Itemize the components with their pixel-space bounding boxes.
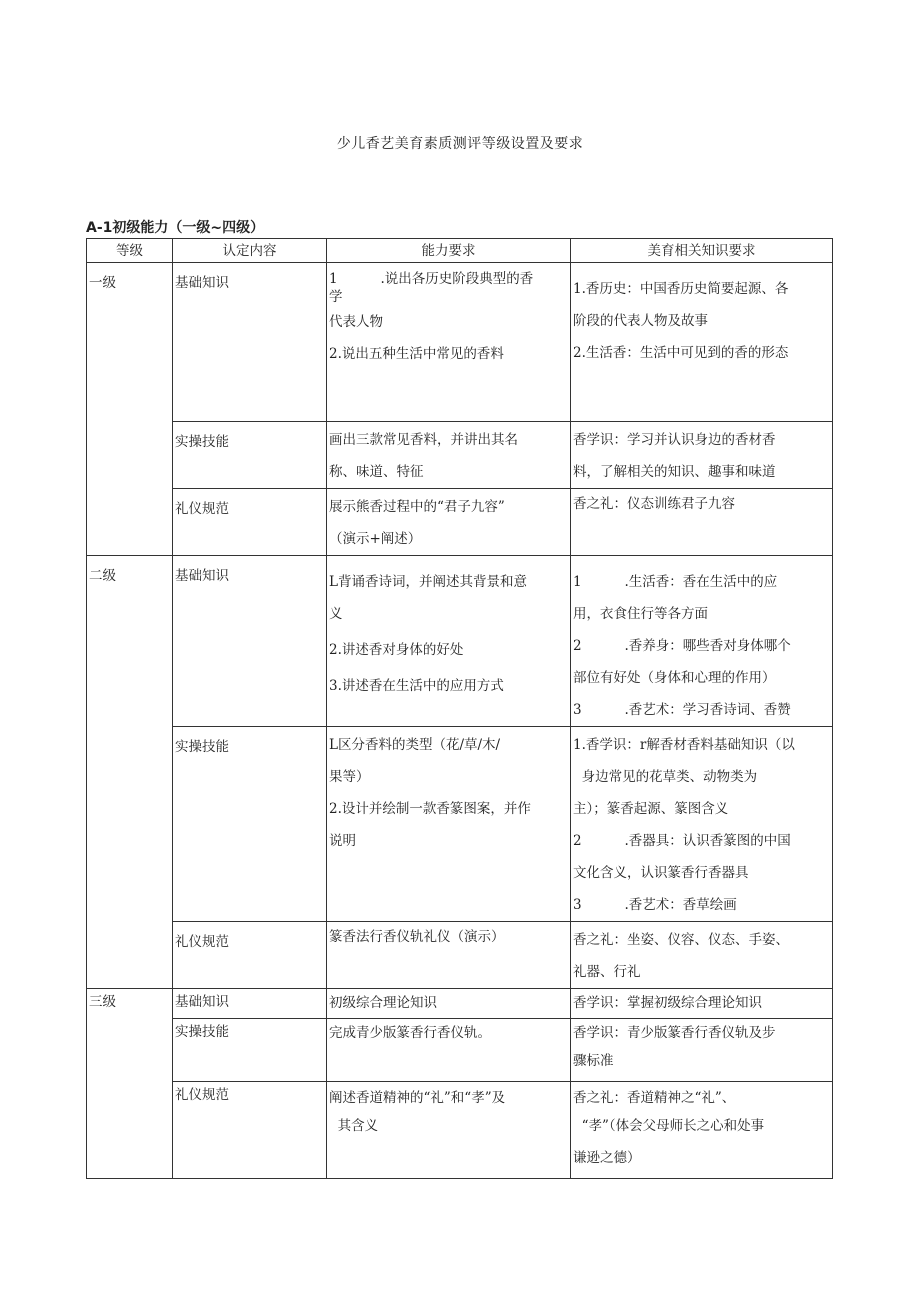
header-level: 等级 [87, 239, 173, 263]
knowledge-cell [571, 556, 833, 727]
text-line: 3.讲述香在生活中的应用方式 [329, 678, 504, 694]
text-line: 说明 [329, 833, 356, 849]
table-row [87, 1082, 833, 1179]
text-line: L背诵香诗词，并阐述其背景和意 [329, 574, 527, 590]
text-line: 学 [329, 289, 343, 305]
text-line: 阐述香道精神的“礼”和“孝”及 [329, 1090, 506, 1106]
table-row [87, 422, 833, 489]
header-ability: 能力要求 [327, 239, 571, 263]
knowledge-cell [571, 263, 833, 422]
ability-cell [327, 727, 571, 922]
text-line: 用，衣食住行等各方面 [573, 606, 708, 622]
table-row [87, 489, 833, 556]
text-line: L区分香料的类型（花/草/木/ [329, 737, 501, 753]
ability-cell [327, 489, 571, 556]
category-cell: 实操技能 [173, 1019, 327, 1082]
text-line: 其含义 [329, 1118, 379, 1134]
knowledge-cell [571, 489, 833, 556]
category-cell: 基础知识 [173, 556, 327, 727]
knowledge-cell [571, 727, 833, 922]
level-cell: 三级 [87, 989, 173, 1179]
table-header-row [87, 239, 833, 263]
text-line: 称、味道、特征 [329, 464, 424, 480]
text-line: 香之礼：香道精神之“礼”、 [573, 1090, 736, 1106]
text-line: 2.说出五种生活中常见的香料 [329, 346, 504, 362]
text-line: 1.香学识：r解香材香料基础知识（以 [573, 737, 795, 753]
table-row [87, 556, 833, 727]
text-line: 篆香法行香仪轨礼仪（演示） [329, 929, 505, 945]
category-cell: 基础知识 [173, 989, 327, 1019]
level-cell: 二级 [87, 556, 173, 989]
level-cell: 一级 [87, 263, 173, 556]
category-cell: 基础知识 [173, 263, 327, 422]
text-line: 初级综合理论知识 [329, 995, 437, 1011]
text-line: 2.设计并绘制一款香篆图案，并作 [329, 801, 531, 817]
knowledge-cell [571, 989, 833, 1019]
ability-cell [327, 263, 571, 422]
text-line: 谦逊之德） [573, 1150, 641, 1166]
ability-cell [327, 922, 571, 989]
requirements-table [86, 238, 833, 1179]
text-line: 2.生活香：生活中可见到的香的形态 [573, 345, 789, 361]
text-line: 3 .香艺术：学习香诗词、香赞 [573, 702, 791, 718]
text-line: 义 [329, 606, 343, 622]
text-line: 文化含义，认识篆香行香器具 [573, 865, 749, 881]
text-line: “孝”（体会父母师长之心和处事 [573, 1118, 765, 1134]
ability-cell [327, 422, 571, 489]
knowledge-cell [571, 1082, 833, 1179]
text-line: 画出三款常见香料，并讲出其名 [329, 432, 518, 448]
ability-cell [327, 1019, 571, 1082]
text-line: 2.讲述香对身体的好处 [329, 642, 464, 658]
text-line: 香之礼：坐姿、仪容、仪态、手姿、 [573, 932, 789, 948]
category-cell: 实操技能 [173, 727, 327, 922]
section-heading: A-1初级能力（一级~四级） [86, 220, 265, 236]
text-line: 代表人物 [329, 314, 383, 330]
table-row [87, 263, 833, 422]
text-line: 部位有好处（身体和心理的作用） [573, 670, 776, 686]
document-title: 少儿香艺美育素质测评等级设置及要求 [336, 136, 584, 152]
ability-cell [327, 556, 571, 727]
text-line: 1.香历史：中国香历史简要起源、各 [573, 281, 789, 297]
category-cell: 礼仪规范 [173, 922, 327, 989]
header-knowledge: 美育相关知识要求 [571, 239, 833, 263]
text-line: 礼器、行礼 [573, 964, 641, 980]
text-line: 1 .说出各历史阶段典型的香 [329, 271, 534, 287]
table-row [87, 922, 833, 989]
ability-cell [327, 989, 571, 1019]
category-cell: 礼仪规范 [173, 489, 327, 556]
knowledge-cell [571, 1019, 833, 1082]
text-line: （演示+阐述） [329, 531, 422, 547]
text-line: 阶段的代表人物及故事 [573, 313, 708, 329]
text-line: 香学识：掌握初级综合理论知识 [573, 995, 762, 1011]
knowledge-cell [571, 922, 833, 989]
text-line: 2 .香器具：认识香篆图的中国 [573, 833, 791, 849]
text-line: 骤标准 [573, 1053, 614, 1069]
text-line: 果等） [329, 769, 370, 785]
text-line: 完成青少版篆香行香仪轨。 [329, 1025, 491, 1041]
text-line: 香学识：青少版篆香行香仪轨及步 [573, 1025, 776, 1041]
category-cell: 实操技能 [173, 422, 327, 489]
text-line: 香学识：学习并认识身边的香材香 [573, 432, 776, 448]
table-row [87, 1019, 833, 1082]
text-line: 身边常见的花草类、动物类为 [573, 769, 758, 785]
text-line: 1 .生活香：香在生活中的应 [573, 574, 778, 590]
text-line: 展示熊香过程中的“君子九容” [329, 499, 505, 515]
table-row [87, 727, 833, 922]
category-cell: 礼仪规范 [173, 1082, 327, 1179]
text-line: 主）；篆香起源、篆图含义 [573, 801, 729, 817]
knowledge-cell [571, 422, 833, 489]
table-row [87, 989, 833, 1019]
header-category: 认定内容 [173, 239, 327, 263]
text-line: 香之礼：仪态训练君子九容 [573, 496, 735, 512]
text-line: 料，了解相关的知识、趣事和味道 [573, 464, 776, 480]
ability-cell [327, 1082, 571, 1179]
text-line: 3 .香艺术：香草绘画 [573, 897, 737, 913]
text-line: 2 .香养身：哪些香对身体哪个 [573, 638, 791, 654]
